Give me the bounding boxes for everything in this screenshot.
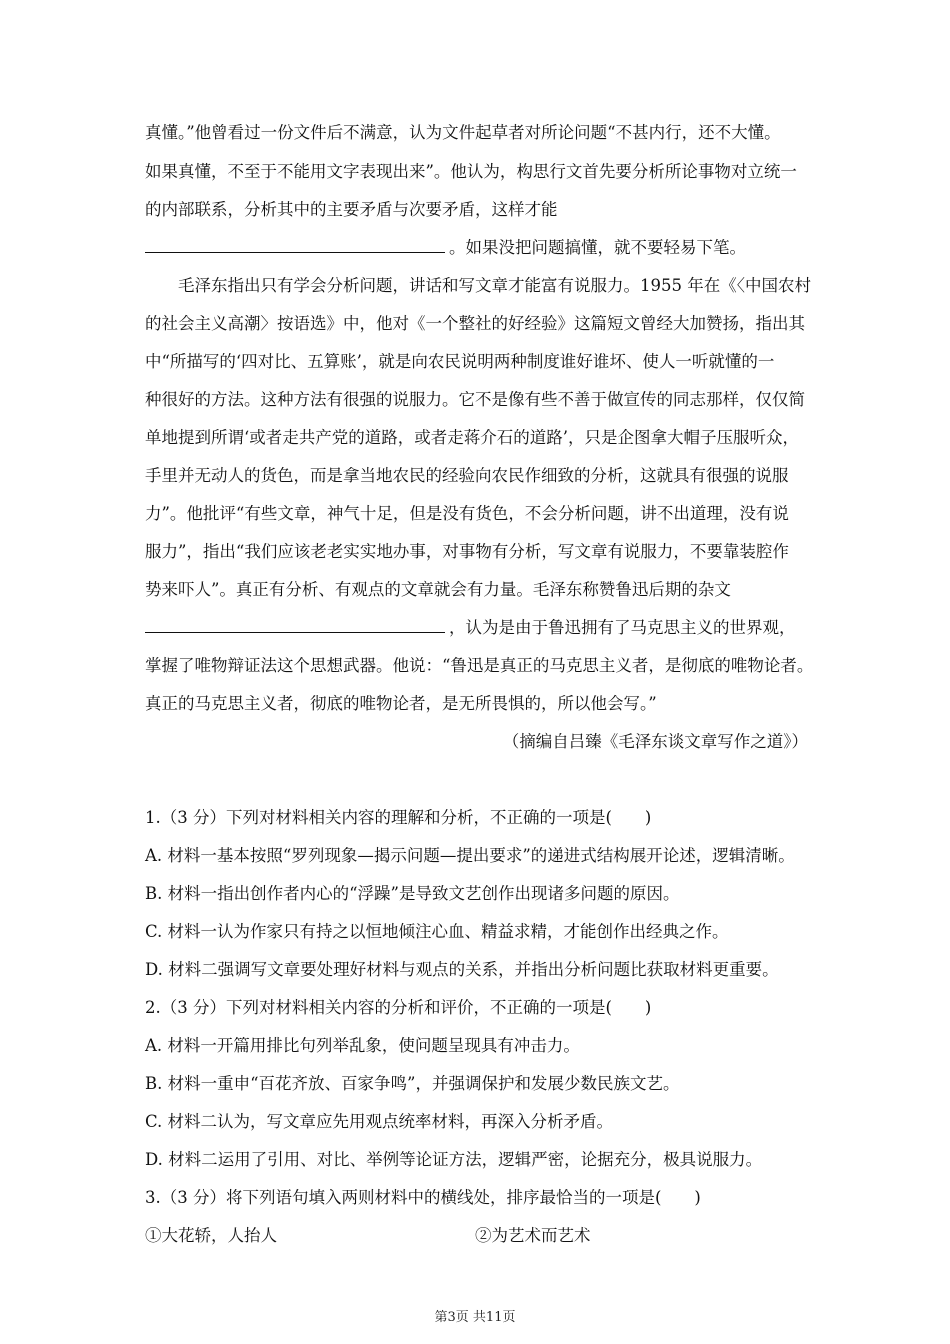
question-3-choice-1: ①大花轿，人抬人 (145, 1226, 277, 1245)
blank1-after-text: 。如果没把问题搞懂，就不要轻易下笔。 (449, 238, 746, 257)
question-1-option-a[interactable]: A. 材料一基本按照“罗列现象—揭示问题—提出要求”的递进式结构展开论述，逻辑清晰。 (145, 846, 795, 865)
blank2-after-text: ，认为是由于鲁迅拥有了马克思主义的世界观， (449, 618, 796, 637)
passage-line-blank1 (145, 238, 746, 258)
question-1-option-b[interactable]: B. 材料一指出创作者内心的“浮躁”是导致文艺创作出现诸多问题的原因。 (145, 884, 680, 903)
passage-line: 如果真懂，不至于不能用文字表现出来”。他认为，构思行文首先要分析所论事物对立统一 (145, 162, 797, 181)
question-3-choice-2: ②为艺术而艺术 (475, 1226, 591, 1245)
passage-line: 掌握了唯物辩证法这个思想武器。他说：“鲁迅是真正的马克思主义者，是彻底的唯物论者。 (145, 656, 814, 675)
passage-line: 毛泽东指出只有学会分析问题，讲话和写文章才能富有说服力。1955 年在《〈中国农村 (178, 276, 811, 295)
question-1-stem: 1.（3 分）下列对材料相关内容的理解和分析，不正确的一项是( ) (145, 808, 652, 827)
question-1-option-c[interactable]: C. 材料一认为作家只有持之以恒地倾注心血、精益求精，才能创作出经典之作。 (145, 922, 729, 941)
passage-line: 真正的马克思主义者，彻底的唯物论者，是无所畏惧的，所以他会写。” (145, 694, 657, 713)
question-2-option-d[interactable]: D. 材料二运用了引用、对比、举例等论证方法，逻辑严密，论据充分，极具说服力。 (145, 1150, 763, 1169)
question-1-option-d[interactable]: D. 材料二强调写文章要处理好材料与观点的关系，并指出分析问题比获取材料更重要。 (145, 960, 779, 979)
passage-line: 手里并无动人的货色，而是拿当地农民的经验向农民作细致的分析，这就具有很强的说服 (145, 466, 789, 485)
passage-line: 单地提到所谓‘或者走共产党的道路，或者走蒋介石的道路’，只是企图拿大帽子压服听众， (145, 428, 799, 447)
passage-line: 中“所描写的‘四对比、五算账’，就是向农民说明两种制度谁好谁坏、使人一听就懂的一 (145, 352, 775, 371)
answer-blank-1[interactable] (145, 238, 445, 253)
passage-line: 势来吓人”。真正有分析、有观点的文章就会有力量。毛泽东称赞鲁迅后期的杂文 (145, 580, 731, 599)
passage-line: 真懂。”他曾看过一份文件后不满意，认为文件起草者对所论问题“不甚内行，还不大懂。 (145, 123, 781, 142)
answer-blank-2[interactable] (145, 618, 445, 633)
page-footer: 第3页 共11页 (434, 1310, 516, 1325)
passage-line: 的内部联系，分析其中的主要矛盾与次要矛盾，这样才能 (145, 200, 558, 219)
question-2-option-a[interactable]: A. 材料一开篇用排比句列举乱象，使问题呈现具有冲击力。 (145, 1036, 580, 1055)
question-2-option-c[interactable]: C. 材料二认为，写文章应先用观点统率材料，再深入分析矛盾。 (145, 1112, 614, 1131)
passage-line: 的社会主义高潮〉按语选》中，他对《一个整社的好经验》这篇短文曾经大加赞扬，指出其 (145, 314, 805, 333)
passage-line: 力”。他批评“有些文章，神气十足，但是没有货色，不会分析问题，讲不出道理，没有说 (145, 504, 789, 523)
question-2-stem: 2.（3 分）下列对材料相关内容的分析和评价，不正确的一项是( ) (145, 998, 652, 1017)
passage-line-blank2 (145, 618, 796, 638)
passage-line: 服力”，指出“我们应该老老实实地办事，对事物有分析，写文章有说服力，不要靠装腔作 (145, 542, 789, 561)
question-3-stem: 3.（3 分）将下列语句填入两则材料中的横线处，排序最恰当的一项是( ) (145, 1188, 701, 1207)
source-citation: （摘编自吕臻《毛泽东谈文章写作之道》） (502, 732, 808, 751)
passage-line: 种很好的方法。这种方法有很强的说服力。它不是像有些不善于做宣传的同志那样，仅仅简 (145, 390, 805, 409)
question-2-option-b[interactable]: B. 材料一重申“百花齐放、百家争鸣”，并强调保护和发展少数民族文艺。 (145, 1074, 680, 1093)
